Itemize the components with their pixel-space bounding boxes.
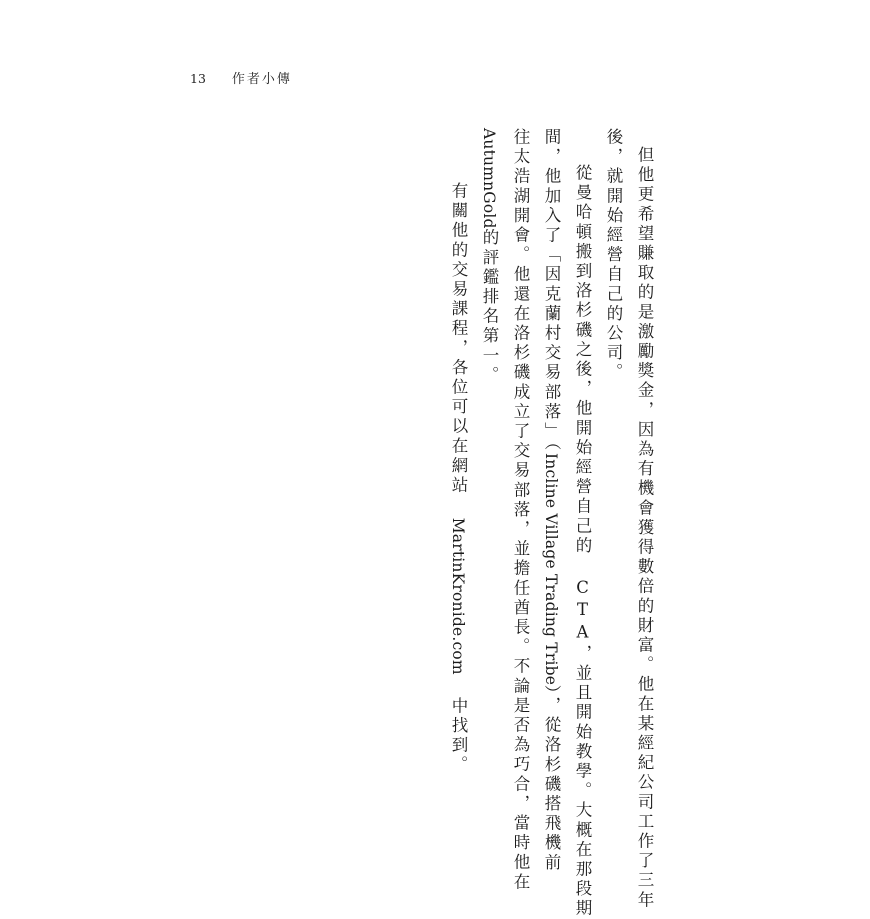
cjk-run: 間，他加入了「因克蘭村交易部落」（ <box>542 128 561 453</box>
text-column <box>621 128 652 910</box>
text-column <box>528 128 559 873</box>
latin-run: AutumnGold <box>480 128 498 229</box>
text-column <box>497 128 528 892</box>
cjk-run: 往太浩湖開會。他還在洛杉磯成立了交易部落，並擔任酋長。不論是否為巧合，當時他在 <box>511 128 530 893</box>
cjk-run: 有關他的交易課程，各位可以在網站 <box>449 182 468 518</box>
latin-run: Incline Village Trading Tribe <box>542 452 560 686</box>
cjk-run: 中找到。 <box>449 674 468 776</box>
cjk-run: ），從洛杉磯搭飛機前 <box>542 685 561 873</box>
text-column <box>435 128 466 775</box>
chapter-title: 作者小傳 <box>231 72 292 87</box>
page-number: 13 <box>190 71 206 86</box>
text-column <box>559 128 590 919</box>
body-text-block <box>352 128 654 919</box>
running-head <box>190 68 292 87</box>
latin-run: MartinKronide.com <box>449 517 467 675</box>
cjk-run: 的評鑑排名第一。 <box>480 228 499 386</box>
text-column <box>590 128 621 383</box>
cjk-run: 後，就開始經營自己的公司。 <box>604 128 623 383</box>
cjk-run: 從曼哈頓搬到洛杉磯之後，他開始經營自己的 CTA，並且開始教學。大概在那段期 <box>573 164 592 919</box>
text-column <box>466 128 497 385</box>
cjk-run: 但他更希望賺取的是激勵獎金，因為有機會獲得數倍的財富。他在某經紀公司工作了三年 <box>635 146 654 911</box>
